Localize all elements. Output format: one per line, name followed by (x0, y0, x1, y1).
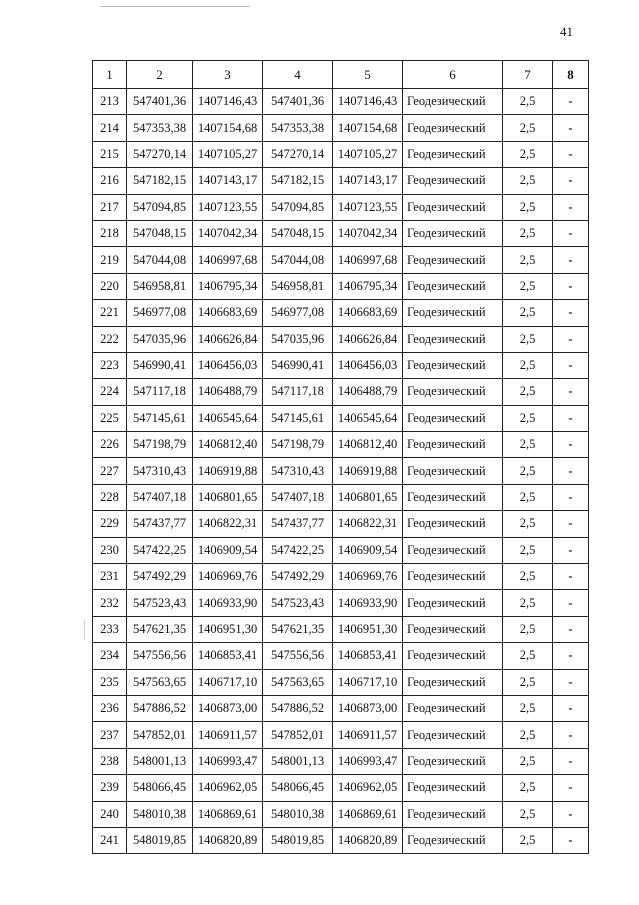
table-row (93, 643, 589, 669)
table-cell: 214 (93, 115, 127, 141)
table-cell: - (553, 89, 589, 115)
column-header: 7 (503, 61, 553, 89)
table-cell: 1406801,65 (333, 484, 403, 510)
table-cell: 1406812,40 (333, 432, 403, 458)
table-row (93, 511, 589, 537)
table-cell: 546990,41 (263, 352, 333, 378)
table-cell: 548066,45 (127, 775, 193, 801)
table-cell: 234 (93, 643, 127, 669)
table-cell: Геодезический (403, 827, 503, 853)
table-cell: 1407105,27 (193, 141, 263, 167)
table-cell: - (553, 168, 589, 194)
table-cell: 1406969,76 (193, 564, 263, 590)
table-cell: 2,5 (503, 89, 553, 115)
table-row (93, 273, 589, 299)
table-row (93, 537, 589, 563)
table-cell: 1406962,05 (193, 775, 263, 801)
table-cell: 2,5 (503, 247, 553, 273)
table-cell: Геодезический (403, 801, 503, 827)
table-cell: - (553, 220, 589, 246)
table-cell: 2,5 (503, 379, 553, 405)
table-cell: 1406911,57 (333, 722, 403, 748)
margin-mark (84, 620, 85, 640)
table-cell: 2,5 (503, 801, 553, 827)
table-cell: 2,5 (503, 458, 553, 484)
table-cell: 547523,43 (127, 590, 193, 616)
table-cell: 547621,35 (263, 616, 333, 642)
table-cell: 218 (93, 220, 127, 246)
table-cell: 1406997,68 (333, 247, 403, 273)
table-cell: 547563,65 (263, 669, 333, 695)
table-cell: 2,5 (503, 220, 553, 246)
table-cell: 2,5 (503, 695, 553, 721)
table-cell: 1407146,43 (333, 89, 403, 115)
table-cell: 2,5 (503, 300, 553, 326)
table-cell: - (553, 458, 589, 484)
table-row (93, 141, 589, 167)
table-cell: 1406683,69 (333, 300, 403, 326)
table-row (93, 247, 589, 273)
table-cell: 546977,08 (127, 300, 193, 326)
table-cell: 1406822,31 (193, 511, 263, 537)
table-cell: - (553, 194, 589, 220)
table-cell: 1407042,34 (333, 220, 403, 246)
table-cell: 237 (93, 722, 127, 748)
table-cell: 1406951,30 (193, 616, 263, 642)
table-cell: - (553, 432, 589, 458)
table-cell: 547353,38 (263, 115, 333, 141)
table-cell: 1406545,64 (193, 405, 263, 431)
table-cell: Геодезический (403, 326, 503, 352)
table-cell: 1407105,27 (333, 141, 403, 167)
table-row (93, 695, 589, 721)
table-cell: 547035,96 (263, 326, 333, 352)
table-cell: 220 (93, 273, 127, 299)
table-cell: 2,5 (503, 432, 553, 458)
table-cell: 238 (93, 748, 127, 774)
table-cell: 546990,41 (127, 352, 193, 378)
table-cell: - (553, 141, 589, 167)
table-cell: 2,5 (503, 168, 553, 194)
table-cell: - (553, 801, 589, 827)
table-cell: 1407042,34 (193, 220, 263, 246)
table-row (93, 405, 589, 431)
table-cell: 1406626,84 (193, 326, 263, 352)
table-cell: 2,5 (503, 511, 553, 537)
table-cell: 1406873,00 (333, 695, 403, 721)
table-cell: - (553, 827, 589, 853)
table-cell: - (553, 669, 589, 695)
table-cell: 547563,65 (127, 669, 193, 695)
table-header-row (93, 61, 589, 89)
table-row (93, 827, 589, 853)
table-cell: 1406717,10 (193, 669, 263, 695)
table-cell: 547310,43 (127, 458, 193, 484)
table-cell: 1406820,89 (333, 827, 403, 853)
table-cell: 1406545,64 (333, 405, 403, 431)
table-row (93, 89, 589, 115)
table-cell: 213 (93, 89, 127, 115)
table-cell: Геодезический (403, 484, 503, 510)
table-row (93, 432, 589, 458)
table-cell: 226 (93, 432, 127, 458)
table-cell: 2,5 (503, 669, 553, 695)
table-cell: 547094,85 (127, 194, 193, 220)
table-cell: - (553, 775, 589, 801)
table-cell: 547117,18 (127, 379, 193, 405)
table-cell: 215 (93, 141, 127, 167)
page-number: 41 (560, 24, 573, 39)
table-cell: 1406853,41 (193, 643, 263, 669)
table-cell: 223 (93, 352, 127, 378)
table-cell: 230 (93, 537, 127, 563)
table-cell: Геодезический (403, 89, 503, 115)
table-cell: 2,5 (503, 141, 553, 167)
table-cell: Геодезический (403, 141, 503, 167)
table-cell: 547422,25 (127, 537, 193, 563)
table-cell: 547556,56 (263, 643, 333, 669)
table-cell: Геодезический (403, 643, 503, 669)
table-cell: 547523,43 (263, 590, 333, 616)
table-cell: Геодезический (403, 590, 503, 616)
table-cell: 227 (93, 458, 127, 484)
table-cell: 222 (93, 326, 127, 352)
table-cell: 2,5 (503, 564, 553, 590)
table-cell: 225 (93, 405, 127, 431)
table-row (93, 801, 589, 827)
table-cell: 2,5 (503, 115, 553, 141)
table-cell: 1406488,79 (333, 379, 403, 405)
table-cell: 1407123,55 (333, 194, 403, 220)
table-cell: 548001,13 (263, 748, 333, 774)
table-cell: 547048,15 (127, 220, 193, 246)
table-cell: 216 (93, 168, 127, 194)
table-cell: 2,5 (503, 484, 553, 510)
table-cell: 1406869,61 (193, 801, 263, 827)
table-cell: 2,5 (503, 273, 553, 299)
table-cell: 1407146,43 (193, 89, 263, 115)
table-cell: 1407123,55 (193, 194, 263, 220)
table-cell: 1406962,05 (333, 775, 403, 801)
table-cell: 1406969,76 (333, 564, 403, 590)
table-row (93, 326, 589, 352)
table-cell: 2,5 (503, 616, 553, 642)
table-cell: 2,5 (503, 326, 553, 352)
table-cell: 2,5 (503, 827, 553, 853)
table-cell: 2,5 (503, 194, 553, 220)
table-cell: 547044,08 (263, 247, 333, 273)
table-cell: Геодезический (403, 168, 503, 194)
table-cell: 547852,01 (127, 722, 193, 748)
table-cell: 1406456,03 (193, 352, 263, 378)
table-cell: 1406909,54 (193, 537, 263, 563)
table-cell: 547094,85 (263, 194, 333, 220)
table-cell: - (553, 326, 589, 352)
table-cell: 547270,14 (127, 141, 193, 167)
table-cell: 232 (93, 590, 127, 616)
table-row (93, 748, 589, 774)
table-cell: 547886,52 (263, 695, 333, 721)
table-cell: Геодезический (403, 511, 503, 537)
table-cell: 1406993,47 (333, 748, 403, 774)
coordinates-table (92, 60, 589, 854)
table-cell: Геодезический (403, 748, 503, 774)
table-cell: Геодезический (403, 775, 503, 801)
table-row (93, 220, 589, 246)
table-cell: 1406801,65 (193, 484, 263, 510)
table-cell: 1406933,90 (193, 590, 263, 616)
table-cell: 239 (93, 775, 127, 801)
table-row (93, 564, 589, 590)
table-cell: 547044,08 (127, 247, 193, 273)
table-cell: 547035,96 (127, 326, 193, 352)
table-cell: 1406993,47 (193, 748, 263, 774)
table-cell: 547182,15 (263, 168, 333, 194)
table-cell: 1406488,79 (193, 379, 263, 405)
table-cell: Геодезический (403, 564, 503, 590)
table-cell: - (553, 247, 589, 273)
table-cell: 1406933,90 (333, 590, 403, 616)
table-cell: - (553, 352, 589, 378)
table-cell: - (553, 379, 589, 405)
table-cell: 2,5 (503, 352, 553, 378)
table-cell: 547852,01 (263, 722, 333, 748)
table-cell: Геодезический (403, 220, 503, 246)
table-cell: 1406909,54 (333, 537, 403, 563)
column-header: 4 (263, 61, 333, 89)
table-cell: - (553, 537, 589, 563)
table-cell: 2,5 (503, 643, 553, 669)
column-header: 8 (553, 61, 589, 89)
table-row (93, 379, 589, 405)
table-cell: - (553, 273, 589, 299)
table-cell: 1407143,17 (333, 168, 403, 194)
table-cell: 233 (93, 616, 127, 642)
top-scan-line (100, 6, 250, 7)
table-cell: 2,5 (503, 775, 553, 801)
table-cell: Геодезический (403, 352, 503, 378)
table-row (93, 352, 589, 378)
table-cell: 548010,38 (263, 801, 333, 827)
table-cell: 547401,36 (127, 89, 193, 115)
table-cell: 1406795,34 (333, 273, 403, 299)
table-cell: 236 (93, 695, 127, 721)
table-row (93, 616, 589, 642)
table-cell: - (553, 484, 589, 510)
table-cell: - (553, 695, 589, 721)
table-cell: 548010,38 (127, 801, 193, 827)
table-cell: 547401,36 (263, 89, 333, 115)
table-cell: 221 (93, 300, 127, 326)
table-cell: - (553, 405, 589, 431)
table-cell: Геодезический (403, 115, 503, 141)
table-cell: 547117,18 (263, 379, 333, 405)
table-cell: 1407143,17 (193, 168, 263, 194)
table-cell: 547198,79 (263, 432, 333, 458)
table-cell: Геодезический (403, 194, 503, 220)
table-cell: 2,5 (503, 748, 553, 774)
column-header: 1 (93, 61, 127, 89)
table-cell: 547048,15 (263, 220, 333, 246)
table-cell: 548019,85 (263, 827, 333, 853)
table-cell: 229 (93, 511, 127, 537)
column-header: 6 (403, 61, 503, 89)
table-cell: 548001,13 (127, 748, 193, 774)
column-header: 2 (127, 61, 193, 89)
table-cell: 231 (93, 564, 127, 590)
table-cell: 1406795,34 (193, 273, 263, 299)
table-row (93, 775, 589, 801)
table-cell: Геодезический (403, 695, 503, 721)
table-cell: Геодезический (403, 432, 503, 458)
table-cell: 547886,52 (127, 695, 193, 721)
table-cell: 1407154,68 (193, 115, 263, 141)
table-cell: 1406853,41 (333, 643, 403, 669)
table-cell: 546958,81 (127, 273, 193, 299)
table-cell: 1406951,30 (333, 616, 403, 642)
table-row (93, 590, 589, 616)
table-cell: 547621,35 (127, 616, 193, 642)
table-cell: Геодезический (403, 722, 503, 748)
table-cell: 240 (93, 801, 127, 827)
table-cell: - (553, 722, 589, 748)
table-cell: 547492,29 (263, 564, 333, 590)
table-cell: - (553, 511, 589, 537)
table-cell: 2,5 (503, 590, 553, 616)
table-cell: 547353,38 (127, 115, 193, 141)
table-cell: 547437,77 (127, 511, 193, 537)
table-cell: 2,5 (503, 722, 553, 748)
table-cell: 546958,81 (263, 273, 333, 299)
table-cell: 546977,08 (263, 300, 333, 326)
table-cell: 547407,18 (127, 484, 193, 510)
column-header: 3 (193, 61, 263, 89)
table-cell: 547182,15 (127, 168, 193, 194)
table-cell: 1406820,89 (193, 827, 263, 853)
table-cell: 548019,85 (127, 827, 193, 853)
table-cell: Геодезический (403, 273, 503, 299)
table-cell: 1406812,40 (193, 432, 263, 458)
table-cell: 548066,45 (263, 775, 333, 801)
table-cell: 1406683,69 (193, 300, 263, 326)
table-cell: - (553, 748, 589, 774)
table-cell: Геодезический (403, 247, 503, 273)
table-cell: - (553, 616, 589, 642)
table-cell: 2,5 (503, 405, 553, 431)
table-cell: 547556,56 (127, 643, 193, 669)
table-cell: 1407154,68 (333, 115, 403, 141)
table-row (93, 115, 589, 141)
table-cell: 219 (93, 247, 127, 273)
table-row (93, 194, 589, 220)
table-cell: 1406626,84 (333, 326, 403, 352)
table-cell: 547437,77 (263, 511, 333, 537)
table-row (93, 300, 589, 326)
table-cell: - (553, 115, 589, 141)
table-cell: 1406717,10 (333, 669, 403, 695)
table-cell: Геодезический (403, 405, 503, 431)
table-cell: 217 (93, 194, 127, 220)
table-cell: 547407,18 (263, 484, 333, 510)
table-cell: 1406822,31 (333, 511, 403, 537)
table-cell: 1406911,57 (193, 722, 263, 748)
table-cell: 1406873,00 (193, 695, 263, 721)
table-row (93, 722, 589, 748)
table-cell: 1406997,68 (193, 247, 263, 273)
table-row (93, 168, 589, 194)
table-cell: 1406919,88 (193, 458, 263, 484)
table-cell: Геодезический (403, 537, 503, 563)
table-cell: - (553, 643, 589, 669)
table-cell: - (553, 590, 589, 616)
table-cell: 547145,61 (263, 405, 333, 431)
table-cell: Геодезический (403, 616, 503, 642)
table-cell: 224 (93, 379, 127, 405)
table-row (93, 458, 589, 484)
table-cell: 547492,29 (127, 564, 193, 590)
table-cell: 2,5 (503, 537, 553, 563)
table-cell: 228 (93, 484, 127, 510)
table-cell: Геодезический (403, 300, 503, 326)
table-cell: 547270,14 (263, 141, 333, 167)
column-header: 5 (333, 61, 403, 89)
table-cell: 547310,43 (263, 458, 333, 484)
table-cell: 1406869,61 (333, 801, 403, 827)
table-cell: Геодезический (403, 458, 503, 484)
table-cell: 241 (93, 827, 127, 853)
table-cell: 547145,61 (127, 405, 193, 431)
table-cell: Геодезический (403, 669, 503, 695)
table-row (93, 484, 589, 510)
table-cell: - (553, 300, 589, 326)
table-row (93, 669, 589, 695)
table-cell: 1406919,88 (333, 458, 403, 484)
table-cell: 547422,25 (263, 537, 333, 563)
table-cell: Геодезический (403, 379, 503, 405)
table-cell: - (553, 564, 589, 590)
table-cell: 547198,79 (127, 432, 193, 458)
table-cell: 235 (93, 669, 127, 695)
table-cell: 1406456,03 (333, 352, 403, 378)
